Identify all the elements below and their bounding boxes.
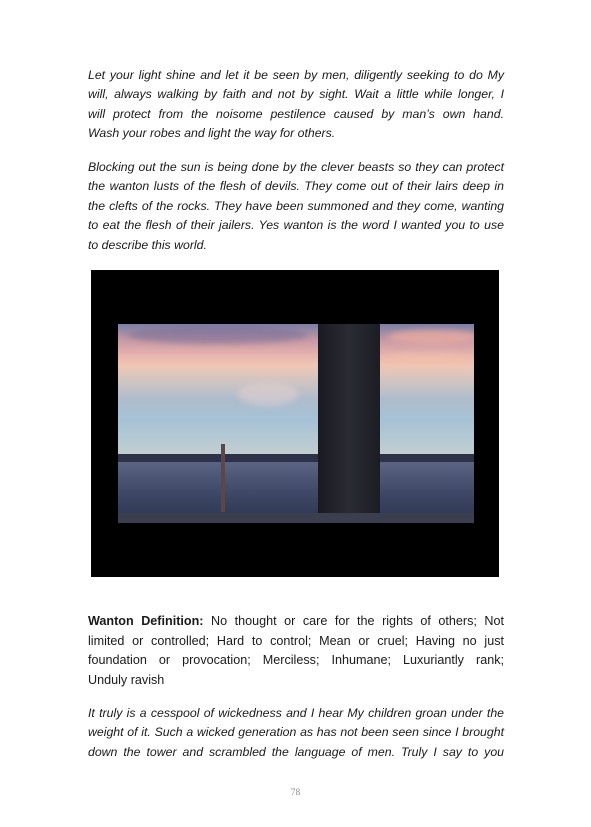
text-line: to eat the flesh of their jailers. Yes wanton is the word I wanted you to use bbox=[88, 218, 504, 233]
definition-term: Wanton Definition: bbox=[88, 614, 204, 628]
text-line: to describe this world. bbox=[88, 237, 207, 252]
text-line: Blocking out the sun is being done by the clever beasts so they can protect bbox=[88, 160, 504, 174]
text-line: the wanton lusts of the flesh of devils. They come out of their lairs deep in bbox=[88, 179, 504, 194]
photo-window-pillar bbox=[318, 324, 380, 523]
text-line: will, always walking by faith and not by sight. Wait a little while longer, I bbox=[88, 87, 504, 102]
definition-text: No thought or care for the rights of others; Not bbox=[203, 614, 505, 628]
photo-pole bbox=[221, 444, 225, 512]
page-number: 78 bbox=[290, 788, 301, 798]
photo-cloud bbox=[128, 326, 308, 344]
text-line: the clefts of the rocks. They have been summoned and they come, wanting bbox=[88, 198, 504, 213]
paragraph-wanton-definition bbox=[88, 612, 504, 690]
text-line: Unduly ravish bbox=[88, 672, 165, 687]
photo-cloud bbox=[388, 330, 474, 344]
paragraph-blocking-sun bbox=[88, 158, 504, 255]
text-line: It truly is a cesspool of wickedness and I hear My children groan under the bbox=[88, 706, 504, 720]
text-line: down the tower and scrambled the language of men. Truly I say to you bbox=[88, 744, 504, 759]
photo-window-sill bbox=[118, 513, 474, 523]
photo-image bbox=[118, 324, 474, 523]
sunset-photo bbox=[91, 270, 499, 577]
text-line: Let your light shine and let it be seen by men, diligently seeking to do My bbox=[88, 68, 504, 82]
text-line: weight of it. Such a wicked generation as has not been seen since I brought bbox=[88, 725, 504, 740]
photo-cloud bbox=[238, 382, 298, 406]
text-line bbox=[88, 612, 504, 632]
paragraph-cesspool bbox=[88, 704, 504, 762]
text-line: limited or controlled; Hard to control; Mean or cruel; Having no just bbox=[88, 633, 504, 648]
photo-cloud bbox=[380, 354, 474, 364]
text-line: foundation or provocation; Merciless; Inhumane; Luxuriantly rank; bbox=[88, 653, 504, 668]
photo-horizon bbox=[118, 454, 474, 462]
text-line: will protect from the noisome pestilence caused by man’s own hand. bbox=[88, 106, 504, 121]
text-line: Wash your robes and light the way for others. bbox=[88, 126, 336, 141]
paragraph-light-shine bbox=[88, 66, 504, 144]
